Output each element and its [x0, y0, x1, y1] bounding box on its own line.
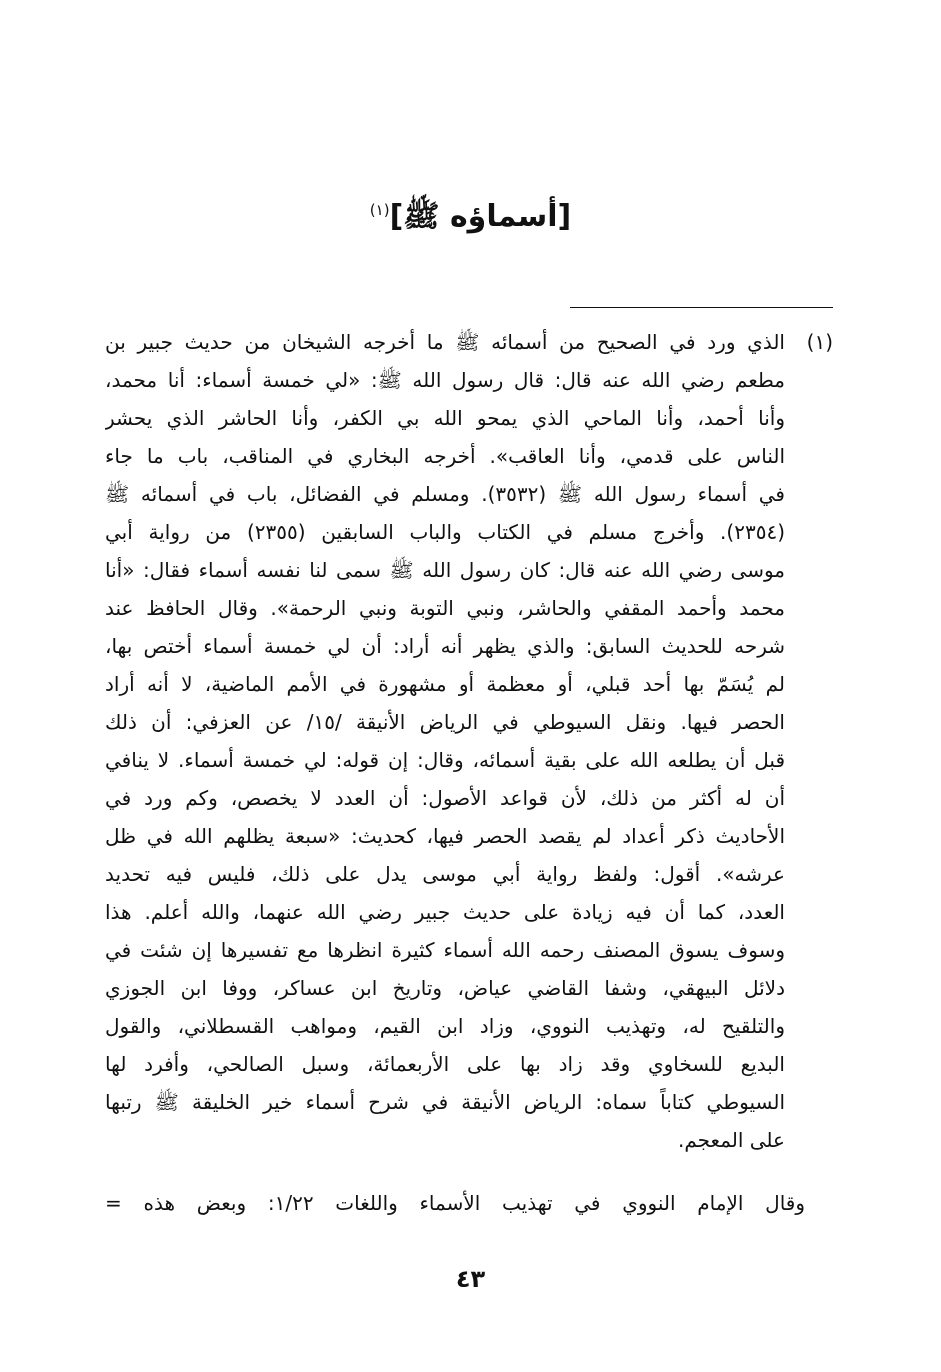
footnote-line: شرحه للحديث السابق: والذي يظهر أنه أراد: أن لي خمسة أسماء أختص بها،	[105, 634, 785, 658]
footnote-line: عرشه». أقول: ولفظ رواية أبي موسى يدل على ذلك، فليس فيه تحديد	[105, 862, 785, 886]
footnote-line: (١)الذي ورد في الصحيح من أسمائه ﷺ ما أخرجه الشيخان من حديث جبير بن	[105, 323, 833, 361]
footnote-line: البديع للسخاوي وقد زاد بها على الأربعمائة، وسبل الصالحي، وأفرد لها	[105, 1052, 785, 1076]
footnote-line: أن له أكثر من ذلك، لأن قواعد الأصول: أن العدد لا يخصص، وكم ورد في	[105, 786, 785, 810]
footnote-line: وسوف يسوق المصنف رحمه الله أسماء كثيرة انظرها مع تفسيرها إن شئت في	[105, 938, 785, 962]
footnote-line: وأنا أحمد، وأنا الماحي الذي يمحو الله بي الكفر، وأنا الحاشر الذي يحشر	[105, 406, 785, 430]
footnote-line: قبل أن يطلعه الله على بقية أسمائه، وقال: إن قوله: لي خمسة أسماء. لا ينافي	[105, 748, 785, 772]
page-number: ٤٣	[455, 1265, 486, 1293]
heading-footnote-reference[interactable]: (١)	[369, 201, 390, 219]
heading-title: [أسماؤه ﷺ]	[389, 199, 572, 234]
footnote-line: الحصر فيها. ونقل السيوطي في الرياض الأنيقة /١٥/ عن العزفي: أن ذلك	[105, 710, 785, 734]
footnote-line: في أسماء رسول الله ﷺ (٣٥٣٢). ومسلم في الفضائل، باب في أسمائه ﷺ	[105, 482, 785, 506]
footnote-line: السيوطي كتاباً سماه: الرياض الأنيقة في شرح أسماء خير الخليقة ﷺ رتبها	[105, 1090, 785, 1114]
footnote-line: الأحاديث ذكر أعداد لم يقصد الحصر فيها، كحديث: «سبعة يظلهم الله في ظل	[105, 824, 785, 848]
footnote-line: دلائل البيهقي، وشفا القاضي عياض، وتاريخ ابن عساكر، ووفا ابن الجوزي	[105, 976, 785, 1000]
footnote-line: العدد، كما أن فيه زيادة على حديث جبير رضي الله عنهما، والله أعلم. هذا	[105, 900, 785, 924]
footnote-line: مطعم رضي الله عنه قال: قال رسول الله ﷺ: «لي خمسة أسماء: أنا محمد،	[105, 368, 785, 392]
footnote-separator	[570, 307, 833, 308]
footnote-line: لم يُسَمّ بها أحد قبلي، أو معظمة أو مشهورة في الأمم الماضية، لا أنه أراد	[105, 672, 785, 696]
footnote-line: الناس على قدمي، وأنا العاقب». أخرجه البخاري في المناقب، باب ما جاء	[105, 444, 785, 468]
footnote-continuation: وقال الإمام النووي في تهذيب الأسماء واللغات ١/٢٢: وبعض هذه =	[105, 1191, 805, 1215]
footnote-marker: (١)	[806, 330, 833, 354]
footnote-line: والتلقيح له، وتهذيب النووي، وزاد ابن القيم، ومواهب القسطلاني، والقول	[105, 1014, 785, 1038]
footnote-line: موسى رضي الله عنه قال: كان رسول الله ﷺ سمى لنا نفسه أسماء فقال: «أنا	[105, 558, 785, 582]
footnote-line: محمد وأحمد المقفي والحاشر، ونبي التوبة ونبي الرحمة». وقال الحافظ عند	[105, 596, 785, 620]
section-heading	[0, 188, 941, 239]
footnote-line: (٢٣٥٤). وأخرج مسلم في الكتاب والباب السابقين (٢٣٥٥) من رواية أبي	[105, 520, 785, 544]
footnote-line: على المعجم.	[677, 1128, 785, 1152]
footnote-block	[105, 323, 833, 1159]
